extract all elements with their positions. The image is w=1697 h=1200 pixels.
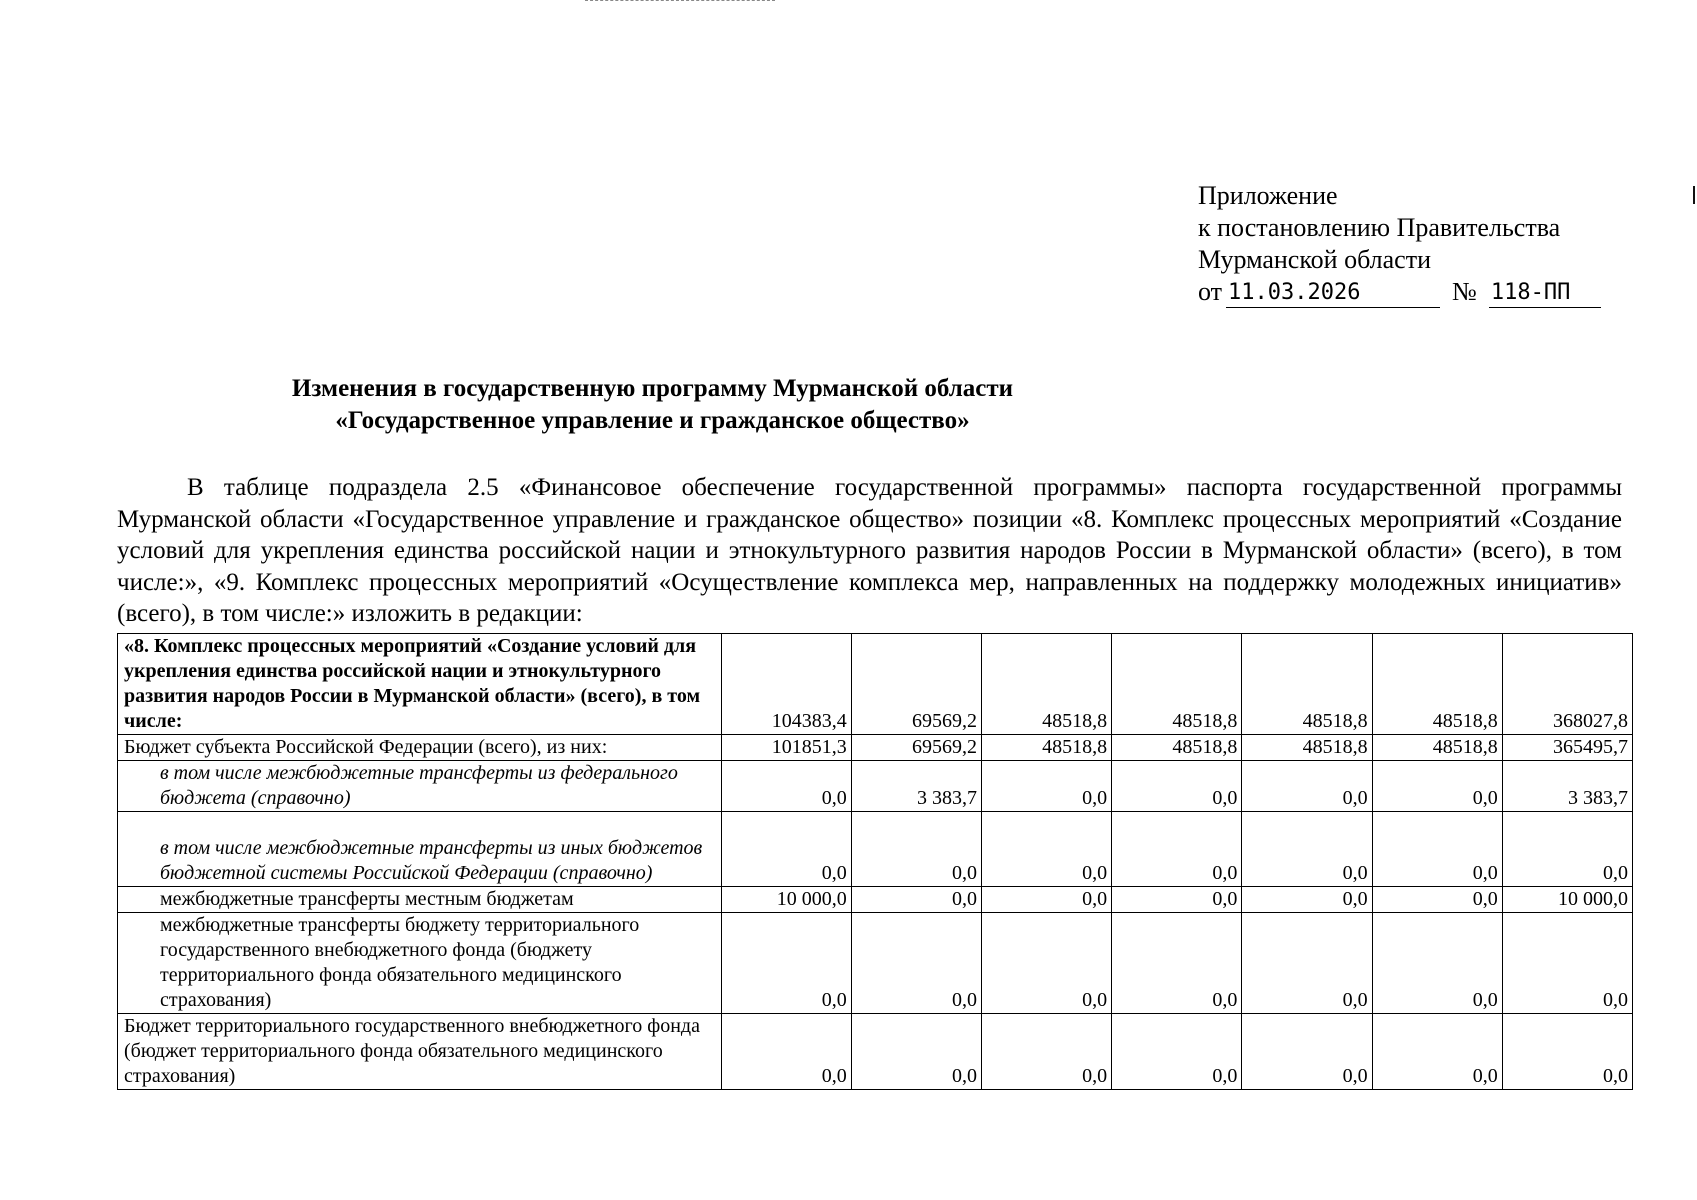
row-value: 0,0 [1112, 887, 1242, 913]
title-line-2: «Государственное управление и гражданское общество» [335, 407, 970, 434]
row-value: 0,0 [851, 913, 981, 1014]
row-value: 0,0 [851, 887, 981, 913]
row-value: 48518,8 [981, 634, 1111, 735]
financing-table-body [118, 634, 1633, 1090]
row-value: 0,0 [1502, 913, 1632, 1014]
row-label: Бюджет субъекта Российской Федерации (всего), из них: [118, 735, 722, 761]
appendix-date-line [1198, 276, 1601, 308]
row-value: 0,0 [1112, 1014, 1242, 1090]
row-label: межбюджетные трансферты бюджету территориального государственного внебюджетного фонда (бюджету территориального фонда обязательного медицинского страхования) [118, 913, 722, 1014]
row-value: 0,0 [981, 812, 1111, 887]
row-label: «8. Комплекс процессных мероприятий «Создание условий для укрепления единства российской нации и этнокультурного развития народов России в Мурманской области» (всего), в том числе: [118, 634, 722, 735]
row-value: 0,0 [1502, 812, 1632, 887]
title-line-1: Изменения в государственную программу Мурманской области [291, 375, 1014, 402]
row-value: 0,0 [1242, 887, 1372, 913]
row-value: 365495,7 [1502, 735, 1632, 761]
row-value: 0,0 [1372, 812, 1502, 887]
appendix-reference: к постановлению Правительства [1198, 213, 1561, 242]
scan-artifact-top [585, 0, 775, 3]
row-value: 48518,8 [1242, 634, 1372, 735]
row-label: в том числе межбюджетные трансферты из иных бюджетов бюджетной системы Российской Федерации (справочно) [118, 812, 722, 887]
row-value: 0,0 [1372, 761, 1502, 812]
row-value: 0,0 [1372, 887, 1502, 913]
row-value: 0,0 [1242, 913, 1372, 1014]
row-value: 0,0 [851, 1014, 981, 1090]
table-row [118, 634, 1633, 735]
number-prefix: № [1452, 277, 1477, 306]
row-label: Бюджет территориального государственного внебюджетного фонда (бюджет территориального фонда обязательного медицинского страхования) [118, 1014, 722, 1090]
row-value: 48518,8 [1112, 735, 1242, 761]
row-value: 0,0 [721, 913, 851, 1014]
row-value: 0,0 [1372, 913, 1502, 1014]
row-value: 48518,8 [981, 735, 1111, 761]
row-value: 0,0 [721, 761, 851, 812]
row-value: 48518,8 [1112, 634, 1242, 735]
row-value: 48518,8 [1242, 735, 1372, 761]
row-value: 69569,2 [851, 634, 981, 735]
row-value: 104383,4 [721, 634, 851, 735]
table-row [118, 761, 1633, 812]
row-value: 0,0 [981, 1014, 1111, 1090]
row-value: 0,0 [1502, 1014, 1632, 1090]
row-value: 0,0 [1112, 913, 1242, 1014]
financing-table [117, 633, 1633, 1090]
row-value: 0,0 [721, 1014, 851, 1090]
body-paragraph: В таблице подраздела 2.5 «Финансовое обеспечение государственной программы» паспорта государственной программы Мурманской области «Государственное управление и гражданское общество» позиции «8. Комплекс процессных мероприятий «Создание условий для укрепления единства российской нации и этнокультурного развития народов России в Мурманской области» (всего), в том числе:», «9. Комплекс процессных мероприятий «Осуществление комплекса мер, направленных на поддержку молодежных инициатив» (всего), в том числе:» изложить в редакции: [117, 474, 1622, 627]
row-value: 0,0 [981, 913, 1111, 1014]
row-value: 10 000,0 [1502, 887, 1632, 913]
table-row [118, 887, 1633, 913]
row-value: 0,0 [1112, 812, 1242, 887]
row-value: 69569,2 [851, 735, 981, 761]
row-value: 0,0 [1242, 761, 1372, 812]
date-prefix: от [1198, 277, 1223, 306]
row-value: 101851,3 [721, 735, 851, 761]
table-row [118, 1014, 1633, 1090]
scan-artifact-right [1693, 186, 1695, 204]
row-value: 0,0 [981, 761, 1111, 812]
number-value: 118-ПП [1489, 279, 1601, 308]
row-value: 0,0 [721, 812, 851, 887]
appendix-region: Мурманской области [1198, 245, 1431, 274]
table-row [118, 735, 1633, 761]
row-value: 0,0 [851, 812, 981, 887]
row-value: 48518,8 [1372, 634, 1502, 735]
row-value: 3 383,7 [851, 761, 981, 812]
row-value: 10 000,0 [721, 887, 851, 913]
row-label: межбюджетные трансферты местным бюджетам [118, 887, 722, 913]
row-value: 0,0 [1242, 1014, 1372, 1090]
row-value: 0,0 [981, 887, 1111, 913]
document-title [0, 373, 1305, 437]
row-value: 3 383,7 [1502, 761, 1632, 812]
appendix-header [1198, 180, 1601, 308]
row-value: 0,0 [1242, 812, 1372, 887]
table-row [118, 913, 1633, 1014]
row-value: 368027,8 [1502, 634, 1632, 735]
row-value: 48518,8 [1372, 735, 1502, 761]
row-value: 0,0 [1372, 1014, 1502, 1090]
table-row [118, 812, 1633, 887]
row-value: 0,0 [1112, 761, 1242, 812]
date-value: 11.03.2026 [1226, 279, 1440, 308]
row-label: в том числе межбюджетные трансферты из федерального бюджета (справочно) [118, 761, 722, 812]
appendix-label: Приложение [1198, 181, 1338, 210]
